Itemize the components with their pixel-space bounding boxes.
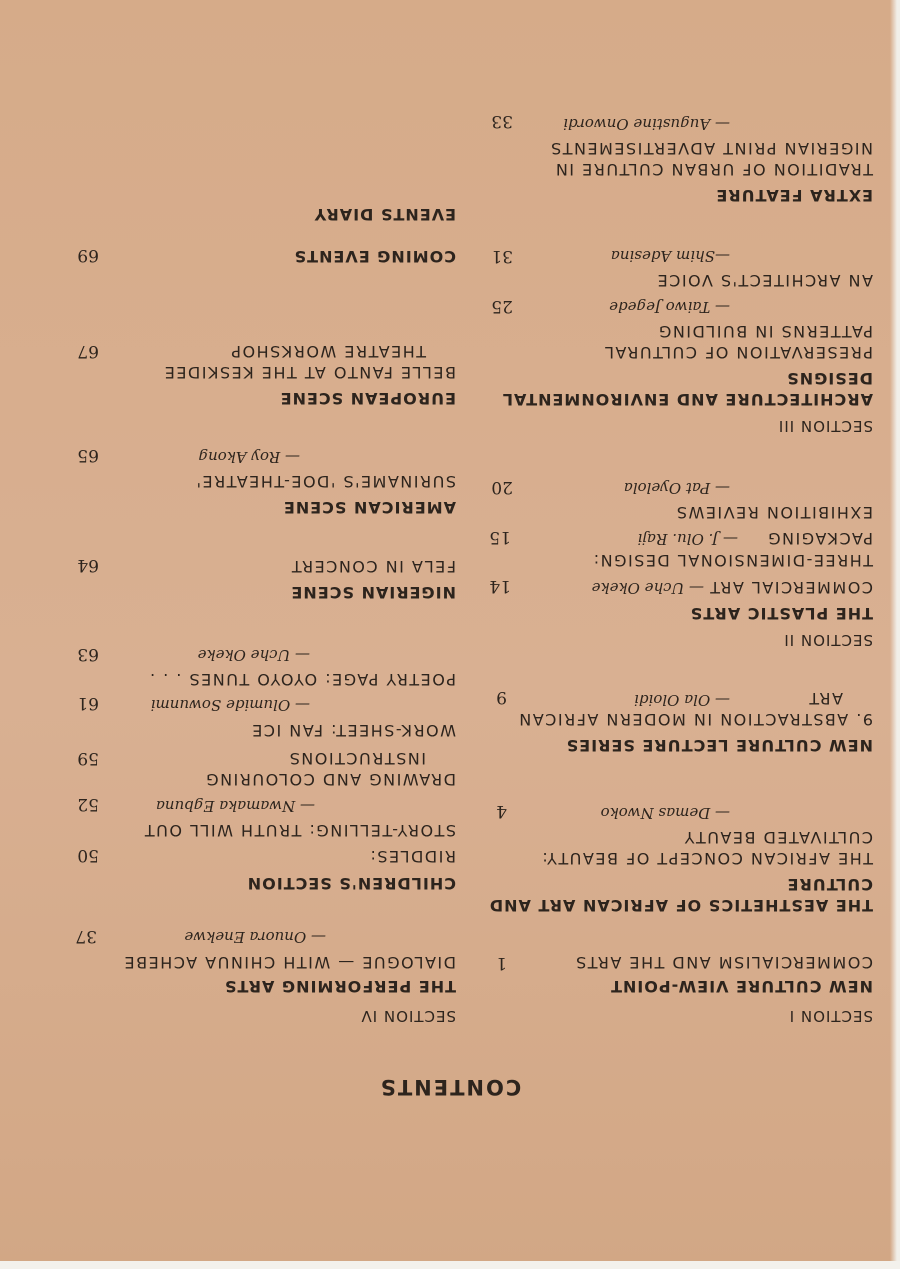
- page-number-9: 9: [496, 687, 507, 707]
- aesthetics-heading-line-2: CULTURE: [786, 875, 873, 894]
- page-number-33: 33: [491, 111, 513, 131]
- page-number-14: 14: [489, 576, 511, 596]
- aesthetics-heading-line-1: THE AESTHETICS OF AFRICAN ART AND: [488, 896, 873, 915]
- tradition-title-line-1: TRADITION OF URBAN CULTURE IN: [554, 160, 873, 179]
- page-number-4: 4: [496, 801, 507, 821]
- coming-events-title: COMING EVENTS: [293, 247, 456, 266]
- author-augustine-onwordi: — Augustine Onwordi: [563, 115, 730, 133]
- page-number-25: 25: [491, 296, 513, 316]
- belle-fanto-title-line-1: BELLE FANTO AT THE KESKIDEE: [163, 363, 456, 382]
- section-iii-label: SECTION III: [777, 417, 873, 435]
- author-roy-akong: — Roy Akong: [198, 448, 300, 466]
- plastic-arts-heading: THE PLASTIC ARTS: [689, 604, 873, 623]
- author-shim-adesina: —Shim Adesina: [610, 247, 730, 265]
- childrens-section-heading: CHILDREN'S SECTION: [246, 874, 456, 893]
- contents-title: CONTENTS: [378, 1075, 522, 1099]
- suriname-theatre-title: SURINAME'S 'DOE-THEATRE': [195, 472, 456, 491]
- author-pat-oyelola: — Pat Oyelola: [623, 479, 730, 497]
- page-number-67: 67: [77, 341, 99, 361]
- page-number-69: 69: [77, 245, 99, 265]
- page-number-1: 1: [496, 953, 507, 973]
- author-onuora-enekwe: — Onuora Enekwe: [184, 928, 326, 946]
- three-dimensional-title-line-2: PACKAGING: [766, 529, 873, 548]
- abstraction-title-line-1: 9. ABSTRACTION IN MODERN AFRICAN: [517, 710, 873, 729]
- tradition-title-line-2: NIGERIAN PRINT ADVERTISEMENTS: [549, 139, 873, 158]
- page-number-65: 65: [77, 445, 99, 465]
- story-telling-title: STORY-TELLING: TRUTH WILL OUT: [143, 821, 456, 840]
- page-number-20: 20: [491, 477, 513, 497]
- fela-concert-title: FELA IN CONCERT: [290, 557, 456, 576]
- page-number-15: 15: [489, 527, 511, 547]
- page-number-64: 64: [77, 555, 99, 575]
- new-culture-viewpoint-heading: NEW CULTURE VIEW-POINT: [610, 977, 873, 996]
- page-number-61: 61: [77, 693, 99, 713]
- belle-fanto-title-line-2: THEATRE WORKSHOP: [229, 342, 426, 361]
- architects-voice-title: AN ARCHITECT'S VOICE: [656, 271, 873, 290]
- author-nwamaka-egbuna: — Nwamaka Egbuna: [155, 797, 315, 815]
- new-culture-lecture-heading: NEW CULTURE LECTURE SERIES: [565, 736, 873, 755]
- author-olumide-sowunmi: — Olumide Sowunmi: [150, 696, 310, 714]
- nigerian-scene-heading: NIGERIAN SCENE: [290, 583, 456, 602]
- poetry-page-title: POETRY PAGE: OYOYO TUNES . . .: [148, 670, 456, 689]
- dialogue-achebe-title: DIALOGUE — WITH CHINUA ACHEBE: [123, 953, 456, 972]
- abstraction-title-line-2: ART: [807, 689, 843, 708]
- section-i-label: SECTION I: [788, 1007, 873, 1025]
- author-taiwo-jegede: — Taiwo Jegede: [609, 298, 730, 316]
- author-uche-okeke: — Uche Okeke: [591, 579, 704, 597]
- work-sheet-title: WORK-SHEET: FAN ICE: [250, 721, 456, 740]
- commercialism-title: COMMERCIALISM AND THE ARTS: [574, 953, 873, 972]
- scan-bottom-edge: [0, 1261, 900, 1269]
- author-ola-oloidi: — Ola Oloidi: [634, 691, 730, 709]
- author-demas-nwoko: — Demas Nwoko: [600, 804, 730, 822]
- american-scene-heading: AMERICAN SCENE: [282, 498, 456, 517]
- section-ii-label: SECTION II: [783, 631, 873, 649]
- page-number-52: 52: [77, 794, 99, 814]
- events-diary-heading: EVENTS DIARY: [313, 205, 456, 224]
- performing-arts-heading: THE PERFORMING ARTS: [223, 977, 456, 996]
- extra-feature-heading: EXTRA FEATURE: [715, 186, 873, 205]
- african-concept-title-line-2: CULTIVATED BEAUTY: [683, 828, 873, 847]
- preservation-title-line-1: PRESERVATION OF CULTURAL: [603, 343, 873, 362]
- african-concept-title-line-1: THE AFRICAN CONCEPT OF BEAUTY:: [540, 849, 873, 868]
- exhibition-reviews-title: EXHIBITION REVIEWS: [675, 503, 873, 522]
- author-uche-okeke-poetry: — Uche Okeke: [197, 646, 310, 664]
- three-dimensional-title-line-1: THREE-DIMENSIONAL DESIGN:: [592, 551, 873, 570]
- section-iv-label: SECTION IV: [360, 1007, 456, 1025]
- drawing-colouring-title-line-1: DRAWING AND COLOURING: [204, 770, 456, 789]
- page-number-31: 31: [491, 246, 513, 266]
- commercial-art-title: COMMERCIAL ART: [708, 578, 873, 597]
- page-number-50: 50: [77, 845, 99, 865]
- architecture-heading-line-2: DESIGNS: [786, 369, 873, 388]
- preservation-title-line-2: PATTERNS IN BUILDING: [657, 322, 873, 341]
- riddles-title: RIDDLES:: [368, 847, 456, 866]
- european-scene-heading: EUROPEAN SCENE: [279, 389, 456, 408]
- drawing-colouring-title-line-2: INSTRUCTIONS: [288, 749, 426, 768]
- scan-right-edge: [890, 0, 900, 1269]
- page-number-63: 63: [77, 644, 99, 664]
- page-number-59: 59: [77, 748, 99, 768]
- page-number-37: 37: [75, 926, 97, 946]
- architecture-heading-line-1: ARCHITECTURE AND ENVIRONMENTAL: [501, 390, 873, 409]
- author-j-olu-raji: — J. Olu. Raji: [637, 530, 738, 548]
